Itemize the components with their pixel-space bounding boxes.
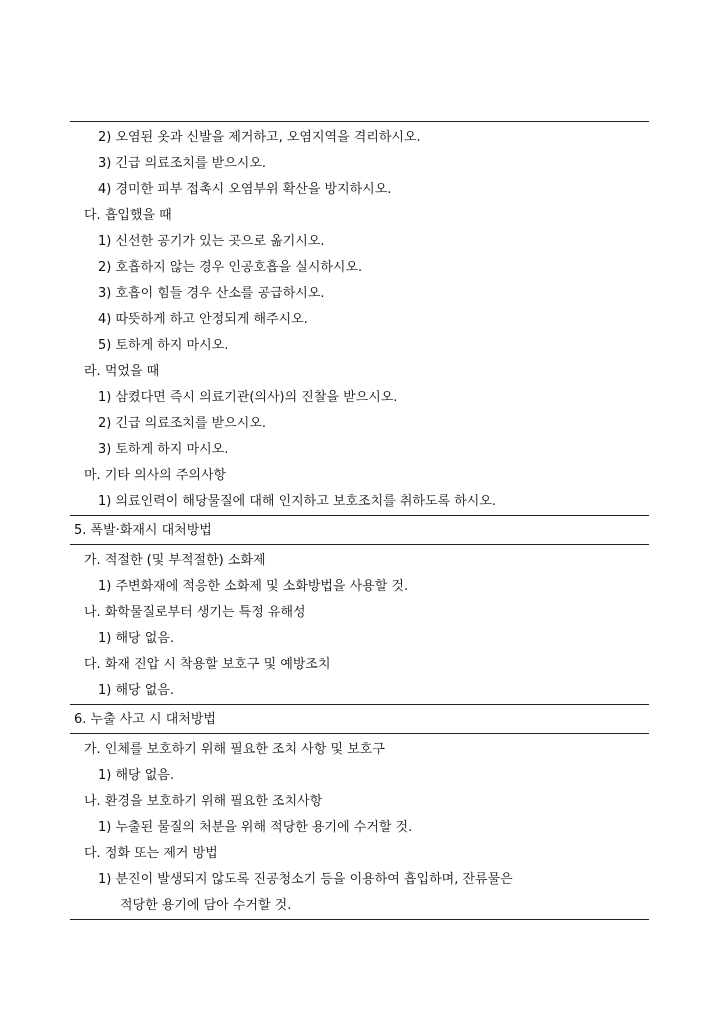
list-item: 1) 누출된 물질의 처분을 위해 적당한 용기에 수거할 것.	[98, 820, 413, 835]
subsection-heading: 다. 흡입했을 때	[84, 208, 172, 223]
list-item: 1) 분진이 발생되지 않도록 진공청소기 등을 이용하여 흡입하며, 잔류물은	[98, 872, 513, 887]
subsection-heading: 라. 먹었을 때	[84, 364, 160, 379]
section-4-continued	[70, 122, 649, 515]
section-6	[70, 734, 649, 919]
list-item: 1) 해당 없음.	[98, 683, 174, 698]
list-item: 4) 따뜻하게 하고 안정되게 해주시오.	[98, 312, 308, 327]
list-item: 2) 오염된 옷과 신발을 제거하고, 오염지역을 격리하시오.	[98, 130, 421, 145]
section-6-lines	[70, 737, 649, 919]
subsection-heading: 나. 화학물질로부터 생기는 특정 유해성	[84, 605, 306, 620]
list-item: 3) 긴급 의료조치를 받으시오.	[98, 156, 267, 171]
msds-document	[70, 121, 649, 920]
subsection-heading: 가. 적절한 (및 부적절한) 소화제	[84, 553, 266, 568]
section-5-lines	[70, 548, 649, 704]
section-6-title: 6. 누출 사고 시 대처방법	[74, 712, 216, 727]
list-item: 2) 긴급 의료조치를 받으시오.	[98, 416, 267, 431]
list-item: 1) 의료인력이 해당물질에 대해 인지하고 보호조치를 취하도록 하시오.	[98, 494, 497, 509]
subsection-heading: 나. 환경을 보호하기 위해 필요한 조치사항	[84, 794, 323, 809]
list-item: 5) 토하게 하지 마시오.	[98, 338, 229, 353]
subsection-heading: 다. 정화 또는 제거 방법	[84, 846, 218, 861]
list-item: 1) 삼켰다면 즉시 의료기관(의사)의 진찰을 받으시오.	[98, 390, 398, 405]
list-item: 3) 토하게 하지 마시오.	[98, 442, 229, 457]
list-item: 2) 호흡하지 않는 경우 인공호흡을 실시하시오.	[98, 260, 363, 275]
list-item: 1) 해당 없음.	[98, 768, 174, 783]
list-item: 1) 해당 없음.	[98, 631, 174, 646]
subsection-heading: 마. 기타 의사의 주의사항	[84, 468, 227, 483]
bottom-rule	[70, 919, 649, 920]
list-item: 1) 주변화재에 적응한 소화제 및 소화방법을 사용할 것.	[98, 579, 409, 594]
subsection-heading: 가. 인체를 보호하기 위해 필요한 조치 사항 및 보호구	[84, 742, 385, 757]
list-item: 적당한 용기에 담아 수거할 것.	[120, 898, 292, 913]
list-item: 3) 호흡이 힘들 경우 산소를 공급하시오.	[98, 286, 325, 301]
section-5-title: 5. 폭발·화재시 대처방법	[74, 523, 212, 538]
subsection-heading: 다. 화재 진압 시 착용할 보호구 및 예방조치	[84, 657, 331, 672]
list-item: 4) 경미한 피부 접촉시 오염부위 확산을 방지하시오.	[98, 182, 392, 197]
section-4-lines	[70, 125, 649, 515]
section-5	[70, 545, 649, 704]
list-item: 1) 신선한 공기가 있는 곳으로 옮기시오.	[98, 234, 325, 249]
